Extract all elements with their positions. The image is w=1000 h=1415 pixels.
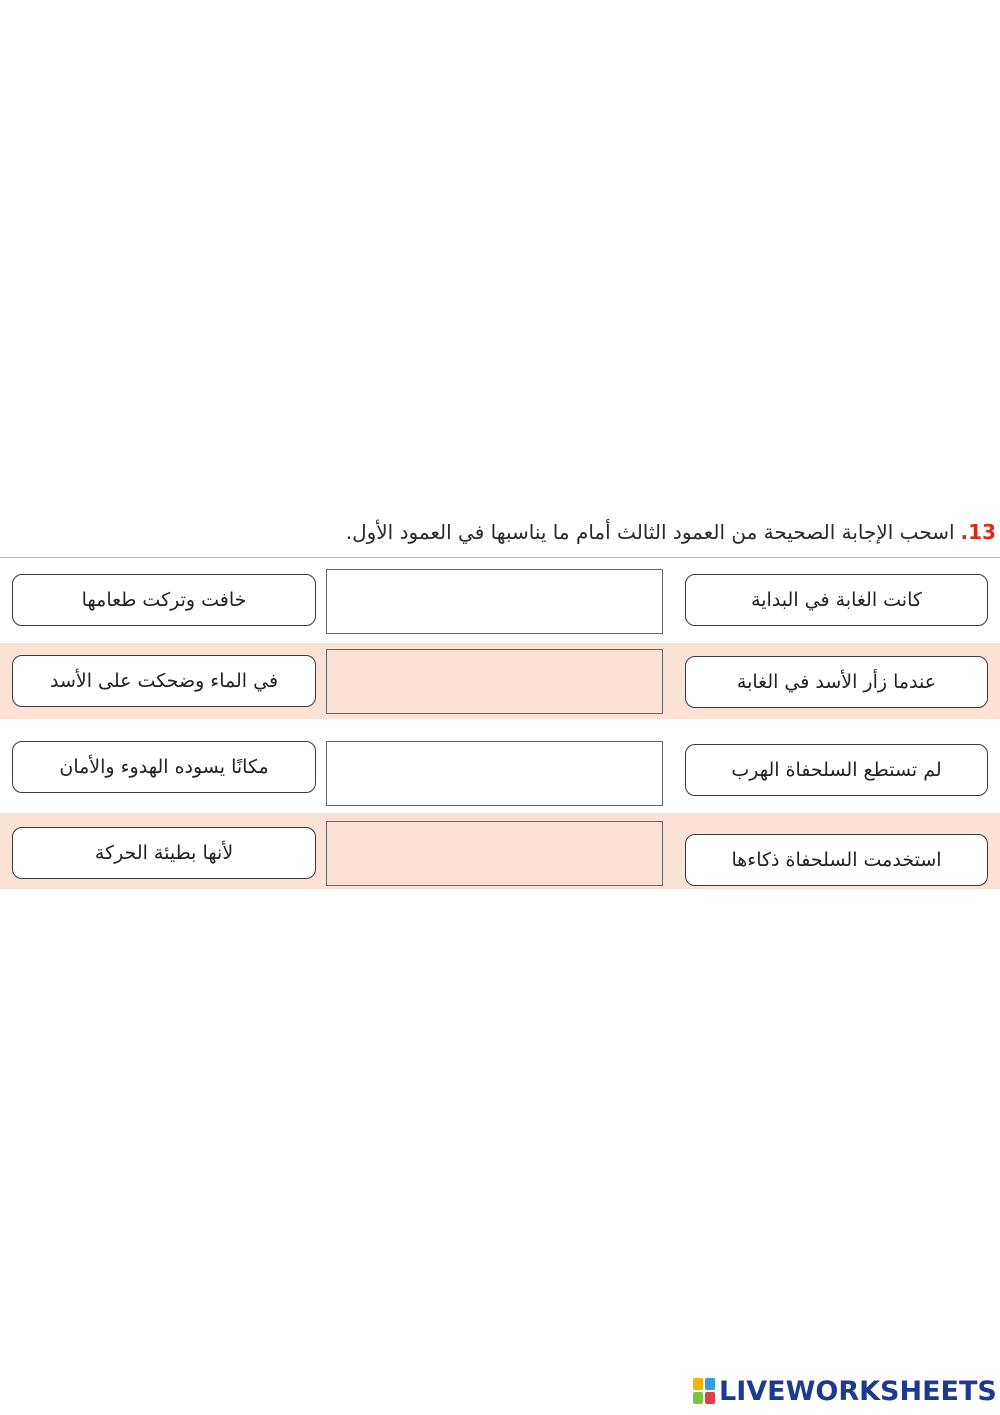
match-row-1 [0,562,1000,638]
drop-zone[interactable] [326,569,663,634]
drop-zone[interactable] [326,821,663,886]
logo-text: LIVEWORKSHEETS [719,1375,997,1407]
answer-option[interactable]: خافت وتركت طعامها [12,574,316,626]
match-row-2 [0,643,1000,719]
answer-option[interactable]: في الماء وضحكت على الأسد [12,655,316,707]
prompt-box: لم تستطع السلحفاة الهرب [685,744,988,796]
drop-zone[interactable] [326,741,663,806]
answer-option[interactable]: مكانًا يسوده الهدوء والأمان [12,741,316,793]
answer-option[interactable]: لأنها بطيئة الحركة [12,827,316,879]
logo-mark-icon [693,1378,715,1404]
liveworksheets-logo [693,1374,997,1408]
header-divider [0,557,1000,558]
match-row-4 [0,813,1000,889]
drop-zone[interactable] [326,649,663,714]
question-text: اسحب الإجابة الصحيحة من العمود الثالث أمام ما يناسبها في العمود الأول. [345,520,955,544]
question-number: 13. [960,520,996,544]
question-heading [346,520,996,544]
prompt-box: استخدمت السلحفاة ذكاءها [685,834,988,886]
prompt-box: عندما زأر الأسد في الغابة [685,656,988,708]
match-row-3 [0,730,1000,806]
prompt-box: كانت الغابة في البداية [685,574,988,626]
